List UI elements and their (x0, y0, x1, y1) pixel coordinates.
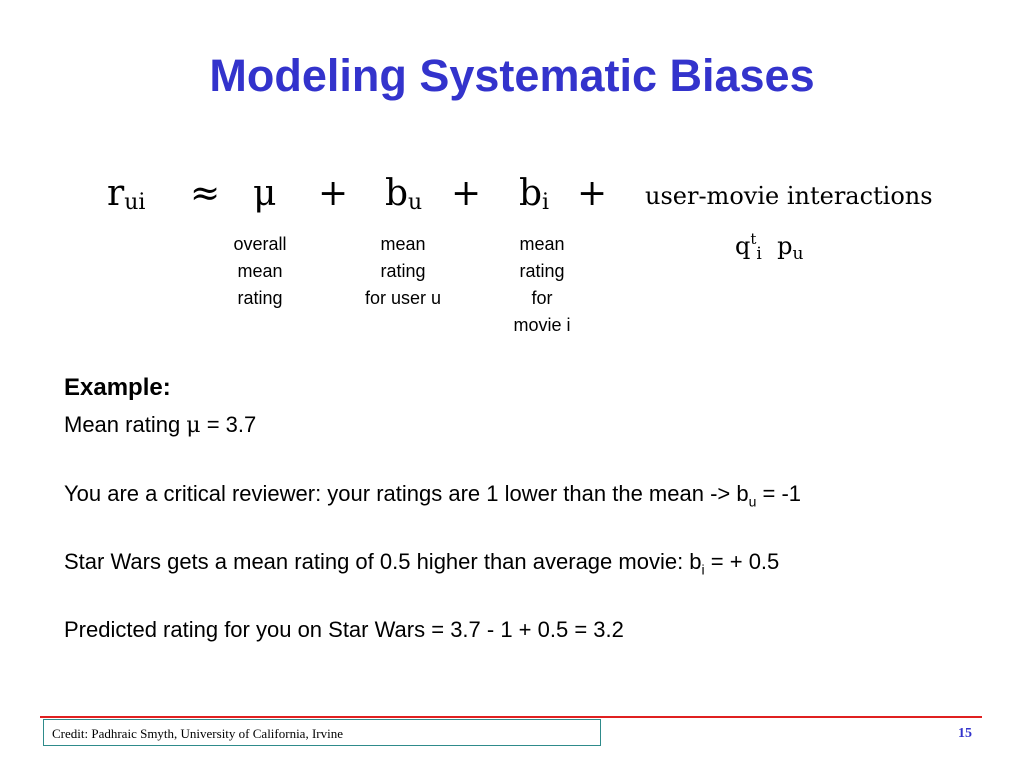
mu-label: overall mean rating (233, 234, 287, 308)
example-mean-rating: Mean rating μ = 3.7 (64, 412, 257, 438)
interaction-term: $q^t_i$ $p_u$ (735, 230, 804, 264)
approx-symbol: ≈ (190, 173, 221, 214)
item-bias-symbol: $b_i$ (519, 173, 550, 215)
example-heading: Example: (64, 374, 171, 401)
rating-symbol: $r_{ui}$ (107, 173, 146, 215)
example-item-bias: Star Wars gets a mean rating of 0.5 higher than average movie: $b_i$ = + 0.5 (64, 549, 780, 578)
example-user-bias: You are a critical reviewer: your ratings are 1 lower than the mean -> $b_u = -1$ (64, 481, 802, 510)
footer-divider (40, 716, 982, 718)
user-bias-label: mean rating for user u (364, 234, 442, 308)
item-bias-label: mean rating for movie i (513, 234, 571, 335)
page-number: 15 (958, 726, 972, 741)
interactions-label: user-movie interactions (645, 182, 933, 210)
user-bias-symbol: $b_u$ (385, 173, 423, 215)
plus-symbol: + (451, 173, 482, 214)
plus-symbol: + (577, 173, 608, 214)
mu-symbol: μ (253, 173, 277, 214)
slide-title: Modeling Systematic Biases (209, 50, 815, 101)
plus-symbol: + (318, 173, 349, 214)
example-prediction: Predicted rating for you on Star Wars = 3.7 - 1 + 0.5 = 3.2 (64, 617, 624, 642)
credit-box: Credit: Padhraic Smyth, University of California, Irvine (43, 719, 601, 746)
